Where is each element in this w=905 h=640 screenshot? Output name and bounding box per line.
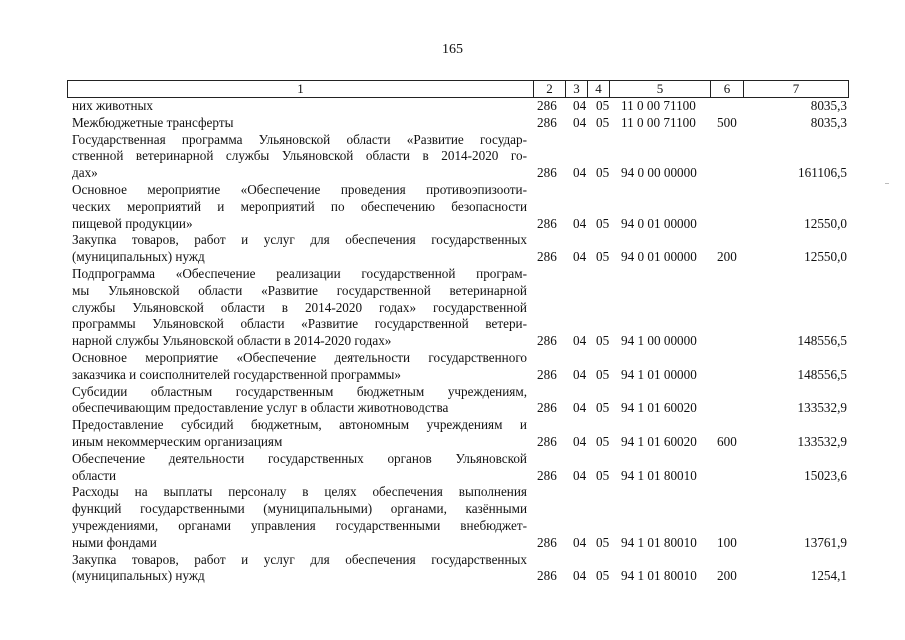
code-rz: 04 (573, 215, 587, 231)
description-line: Основное мероприятие «Обеспечение деятельности государственного (72, 349, 527, 365)
description-line: Закупка товаров, работ и услуг для обеспечения государственных (72, 551, 527, 567)
code-gr: 286 (537, 114, 557, 130)
table-row (0, 552, 905, 586)
code-csr: 94 1 01 80010 (621, 568, 697, 584)
row-amount: 12550,0 (804, 215, 847, 231)
code-rz: 04 (573, 333, 587, 349)
description-line: Государственная программа Ульяновской области «Развитие государ- (72, 131, 527, 147)
description-line: Предоставление субсидий бюджетным, автономным учреждениям и (72, 417, 527, 433)
description-line: пищевой продукции» (72, 215, 193, 231)
table-row (0, 132, 905, 182)
scan-edge-mark (885, 183, 889, 184)
description-line: Расходы на выплаты персоналу в целях обеспечения выполнения (72, 484, 527, 500)
code-vr: 600 (717, 433, 737, 449)
description-line: Субсидии областным государственным бюджетным учреждениям, (72, 383, 527, 399)
description-line: ными фондами (72, 534, 157, 550)
row-codes (0, 333, 905, 350)
description-line: дах» (72, 165, 98, 181)
code-rz: 04 (573, 568, 587, 584)
header-col-3: 3 (565, 81, 587, 97)
header-col-4: 4 (587, 81, 609, 97)
code-pr: 05 (596, 534, 610, 550)
code-pr: 05 (596, 249, 610, 265)
header-col-2: 2 (533, 81, 565, 97)
row-codes (0, 434, 905, 451)
code-rz: 04 (573, 98, 587, 113)
code-csr: 94 1 00 00000 (621, 333, 697, 349)
code-csr: 94 1 01 80010 (621, 534, 697, 550)
row-codes (0, 98, 905, 115)
header-col-1: 1 (297, 81, 304, 96)
code-csr: 11 0 00 71100 (621, 114, 696, 130)
code-rz: 04 (573, 534, 587, 550)
row-amount: 15023,6 (804, 467, 847, 483)
code-csr: 94 1 01 80010 (621, 467, 697, 483)
code-pr: 05 (596, 215, 610, 231)
description-line: учреждениями, органами управления государственными внебюджет- (72, 517, 527, 533)
code-gr: 286 (537, 333, 557, 349)
header-col-7: 7 (743, 81, 848, 97)
code-gr: 286 (537, 433, 557, 449)
code-rz: 04 (573, 114, 587, 130)
row-codes (0, 535, 905, 552)
row-amount: 12550,0 (804, 249, 847, 265)
description-line: службы Ульяновской области в 2014-2020 годах» государственной (72, 299, 527, 315)
description-line: области (72, 467, 117, 483)
header-col-6: 6 (710, 81, 743, 97)
code-gr: 286 (537, 215, 557, 231)
row-amount: 13761,9 (804, 534, 847, 550)
code-gr: 286 (537, 165, 557, 181)
description-line: программы Ульяновской области «Развитие государственной ветери- (72, 316, 527, 332)
row-codes (0, 115, 905, 132)
description-line: ственной ветеринарной службы Ульяновской области в 2014-2020 го- (72, 148, 527, 164)
code-csr: 94 1 01 60020 (621, 433, 697, 449)
table-row (0, 232, 905, 266)
description-line: функций государственными (муниципальными) органами, казёнными (72, 501, 527, 517)
code-pr: 05 (596, 366, 610, 382)
row-amount: 148556,5 (797, 333, 847, 349)
code-gr: 286 (537, 467, 557, 483)
code-csr: 94 0 00 00000 (621, 165, 697, 181)
table-body (0, 98, 905, 585)
description-line: Межбюджетные трансферты (72, 114, 234, 130)
code-gr: 286 (537, 400, 557, 416)
code-pr: 05 (596, 333, 610, 349)
description-line: нарной службы Ульяновской области в 2014-2020 годах» (72, 333, 392, 349)
description-line: Основное мероприятие «Обеспечение проведения противоэпизооти- (72, 181, 527, 197)
code-csr: 94 0 01 00000 (621, 249, 697, 265)
table-row (0, 98, 905, 115)
table-row (0, 451, 905, 485)
code-gr: 286 (537, 98, 557, 113)
code-pr: 05 (596, 433, 610, 449)
description-line: (муниципальных) нужд (72, 249, 205, 265)
code-vr: 200 (717, 568, 737, 584)
row-codes (0, 568, 905, 585)
code-vr: 500 (717, 114, 737, 130)
code-gr: 286 (537, 249, 557, 265)
row-amount: 133532,9 (797, 433, 847, 449)
code-pr: 05 (596, 165, 610, 181)
code-gr: 286 (537, 366, 557, 382)
row-codes (0, 165, 905, 182)
code-csr: 94 1 01 60020 (621, 400, 697, 416)
code-pr: 05 (596, 400, 610, 416)
code-rz: 04 (573, 400, 587, 416)
code-rz: 04 (573, 249, 587, 265)
table-row (0, 417, 905, 451)
description-line: Обеспечение деятельности государственных органов Ульяновской (72, 450, 527, 466)
code-vr: 100 (717, 534, 737, 550)
row-codes (0, 249, 905, 266)
description-line: Закупка товаров, работ и услуг для обеспечения государственных (72, 232, 527, 248)
row-codes (0, 468, 905, 485)
description-line: заказчика и соисполнителей государственной программы» (72, 366, 401, 382)
row-amount: 161106,5 (798, 165, 847, 181)
row-codes (0, 216, 905, 233)
table-row (0, 266, 905, 350)
code-rz: 04 (573, 433, 587, 449)
code-rz: 04 (573, 165, 587, 181)
header-col-5: 5 (609, 81, 710, 97)
code-pr: 05 (596, 98, 610, 113)
code-rz: 04 (573, 467, 587, 483)
row-amount: 148556,5 (797, 366, 847, 382)
table-header-row (67, 80, 849, 98)
description-line: них животных (72, 98, 154, 113)
table-row (0, 484, 905, 551)
row-codes (0, 367, 905, 384)
code-pr: 05 (596, 114, 610, 130)
table-row (0, 350, 905, 384)
row-amount: 8035,3 (810, 98, 847, 113)
code-pr: 05 (596, 568, 610, 584)
description-line: (муниципальных) нужд (72, 568, 205, 584)
row-codes (0, 400, 905, 417)
code-csr: 94 1 01 00000 (621, 366, 697, 382)
code-gr: 286 (537, 534, 557, 550)
page-number: 165 (442, 42, 463, 57)
row-amount: 133532,9 (797, 400, 847, 416)
code-vr: 200 (717, 249, 737, 265)
code-rz: 04 (573, 366, 587, 382)
description-line: иным некоммерческим организациям (72, 433, 283, 449)
description-line: мы Ульяновской области «Развитие государственной ветеринарной (72, 282, 527, 298)
table-row (0, 182, 905, 232)
row-amount: 1254,1 (810, 568, 847, 584)
table-row (0, 384, 905, 418)
table-row (0, 115, 905, 132)
row-amount: 8035,3 (810, 114, 847, 130)
code-gr: 286 (537, 568, 557, 584)
description-line: Подпрограмма «Обеспечение реализации государственной програм- (72, 265, 527, 281)
code-csr: 94 0 01 00000 (621, 215, 697, 231)
code-pr: 05 (596, 467, 610, 483)
code-csr: 11 0 00 71100 (621, 98, 696, 113)
description-line: обеспечивающим предоставление услуг в области животноводства (72, 400, 449, 416)
description-line: ческих мероприятий и мероприятий по обеспечению безопасности (72, 198, 527, 214)
